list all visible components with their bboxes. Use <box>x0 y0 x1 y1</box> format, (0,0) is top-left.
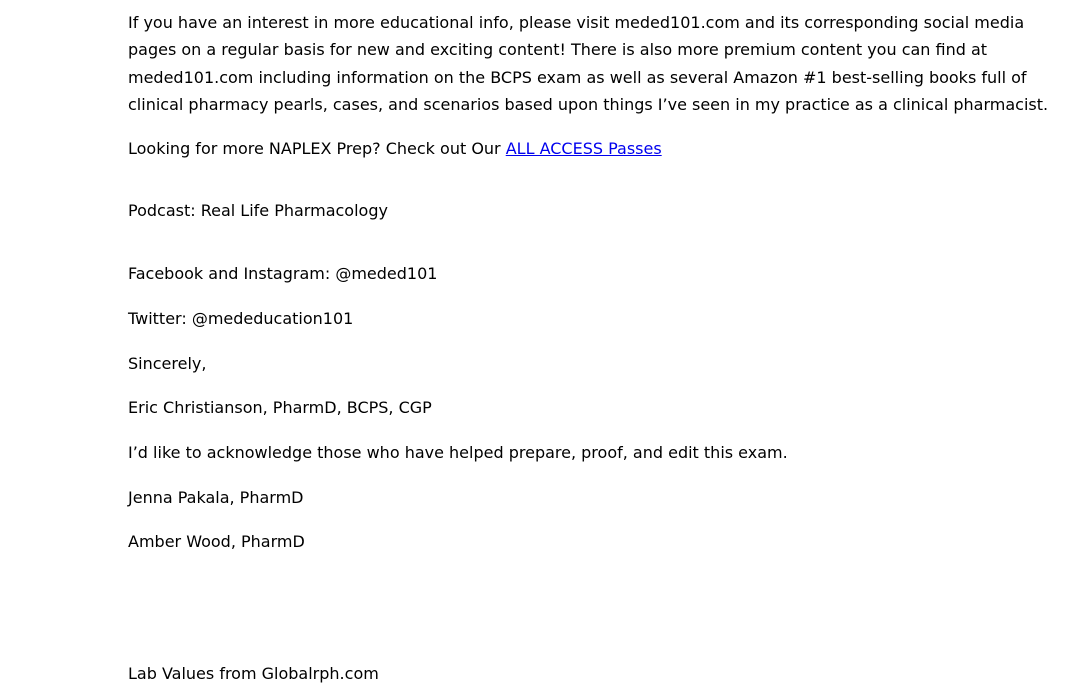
naplex-prep-text: Looking for more NAPLEX Prep? Check out Our <box>128 139 506 158</box>
intro-line: If you have an interest in more educational info, please visit meded101.com and its corresponding social media <box>128 13 1025 32</box>
signature-line: Eric Christianson, PharmD, BCPS, CGP <box>128 398 432 417</box>
intro-line: meded101.com including information on the BCPS exam as well as several Amazon #1 best-selling books full of <box>128 67 1027 87</box>
twitter-line: Twitter: @mededucation101 <box>128 309 354 328</box>
intro-line: pages on a regular basis for new and exciting content! There is also more premium content you can find at <box>128 40 988 60</box>
closing-line: Sincerely, <box>128 354 207 373</box>
intro-line: clinical pharmacy pearls, cases, and scenarios based upon things I’ve seen in my practice as a clinical pharmacist. <box>128 94 1049 114</box>
contributor-line: Amber Wood, PharmD <box>128 532 305 551</box>
lab-values-heading: Lab Values from Globalrph.com <box>128 664 379 683</box>
acknowledgment-line: I’d like to acknowledge those who have helped prepare, proof, and edit this exam. <box>128 443 788 462</box>
intro-paragraph <box>128 9 1049 118</box>
naplex-prep-line <box>128 139 662 159</box>
all-access-passes-link[interactable]: ALL ACCESS Passes <box>505 139 662 158</box>
contributor-line: Jenna Pakala, PharmD <box>128 488 304 507</box>
facebook-instagram-line: Facebook and Instagram: @meded101 <box>128 264 438 283</box>
podcast-line: Podcast: Real Life Pharmacology <box>128 201 388 220</box>
